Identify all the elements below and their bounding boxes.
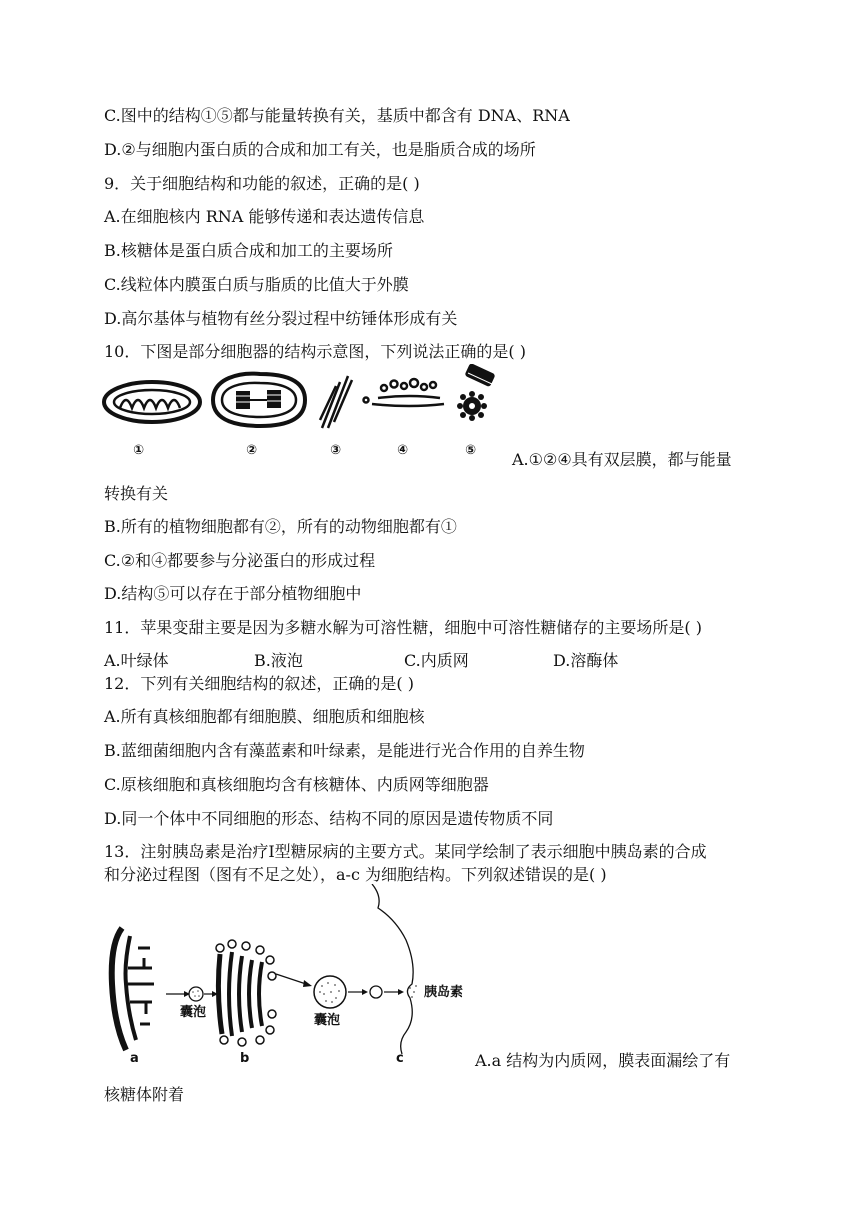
insulin-secretion-figure: [100, 884, 470, 1064]
insulin-label: 胰岛素: [424, 985, 464, 1000]
q9-option-a: A.在细胞核内 RNA 能够传递和表达遗传信息: [104, 207, 425, 226]
label-b: b: [240, 1051, 250, 1064]
q9-option-c: C.线粒体内膜蛋白质与脂质的比值大于外膜: [104, 275, 409, 294]
q13-option-a-part2: 核糖体附着: [104, 1085, 185, 1104]
organelle-figure: [100, 364, 510, 464]
golgi-apparatus-diagram: [364, 379, 445, 406]
mitochondrion-diagram: [104, 382, 200, 422]
secretory-vesicle: [314, 976, 346, 1008]
q9-option-d: D.高尔基体与植物有丝分裂过程中纺锤体形成有关: [104, 309, 458, 328]
label-a: a: [130, 1051, 139, 1064]
insulin-dots: [409, 985, 417, 998]
cell-membrane-c: [372, 884, 413, 1054]
q13-option-a-part1: A.a 结构为内质网，膜表面漏绘了有: [475, 1051, 731, 1070]
q11-option-d: D.溶酶体: [553, 651, 619, 670]
q11-option-b: B.液泡: [254, 651, 303, 670]
vesicle-label-1: 囊泡: [180, 1005, 207, 1020]
q9-option-b: B.核糖体是蛋白质合成和加工的主要场所: [104, 241, 393, 260]
q8-option-d: D.②与细胞内蛋白质的合成和加工有关，也是脂质合成的场所: [104, 140, 536, 159]
small-vesicle: [370, 986, 382, 998]
q10-option-d: D.结构⑤可以存在于部分植物细胞中: [104, 584, 362, 603]
q10-option-c: C.②和④都要参与分泌蛋白的形成过程: [104, 551, 376, 570]
q12-stem: 12．下列有关细胞结构的叙述，正确的是( ): [104, 674, 414, 693]
label-3: ③: [330, 443, 342, 458]
q8-option-c: C.图中的结构①⑤都与能量转换有关，基质中都含有 DNA、RNA: [104, 106, 570, 125]
q10-option-a-part2: 转换有关: [104, 484, 169, 503]
er-structure-a: [112, 928, 154, 1050]
q10-option-b: B.所有的植物细胞都有②，所有的动物细胞都有①: [104, 517, 457, 536]
endoplasmic-reticulum-diagram: [320, 376, 352, 428]
label-2: ②: [246, 443, 258, 458]
q10-stem: 10．下图是部分细胞器的结构示意图，下列说法正确的是( ): [104, 342, 526, 361]
q13-stem-line2: 和分泌过程图（图有不足之处），a-c 为细胞结构。下列叙述错误的是( ): [104, 865, 607, 884]
q10-option-a-part1: A.①②④具有双层膜，都与能量: [512, 450, 732, 469]
q11-options: [104, 650, 744, 672]
transport-vesicle-1: [166, 987, 218, 1001]
q12-option-d: D.同一个体中不同细胞的形态、结构不同的原因是遗传物质不同: [104, 809, 554, 828]
q11-option-a: A.叶绿体: [104, 651, 169, 670]
label-5: ⑤: [465, 443, 477, 458]
centrosome-diagram: [457, 364, 496, 421]
q11-stem: 11．苹果变甜主要是因为多糖水解为可溶性糖，细胞中可溶性糖储存的主要场所是( ): [104, 618, 702, 637]
q13-stem-line1: 13．注射胰岛素是治疗Ⅰ型糖尿病的主要方式。某同学绘制了表示细胞中胰岛素的合成: [104, 842, 707, 861]
q12-option-c: C.原核细胞和真核细胞均含有核糖体、内质网等细胞器: [104, 775, 489, 794]
chloroplast-diagram: [213, 374, 305, 426]
q9-stem: 9．关于细胞结构和功能的叙述，正确的是( ): [104, 174, 420, 193]
label-c: c: [396, 1051, 404, 1064]
q12-option-b: B.蓝细菌细胞内含有藻蓝素和叶绿素，是能进行光合作用的自养生物: [104, 741, 585, 760]
q12-option-a: A.所有真核细胞都有细胞膜、细胞质和细胞核: [104, 707, 425, 726]
label-1: ①: [133, 443, 145, 458]
golgi-structure-b: [216, 940, 276, 1046]
q11-option-c: C.内质网: [404, 651, 469, 670]
vesicle-label-2: 囊泡: [314, 1013, 341, 1028]
label-4: ④: [397, 443, 409, 458]
